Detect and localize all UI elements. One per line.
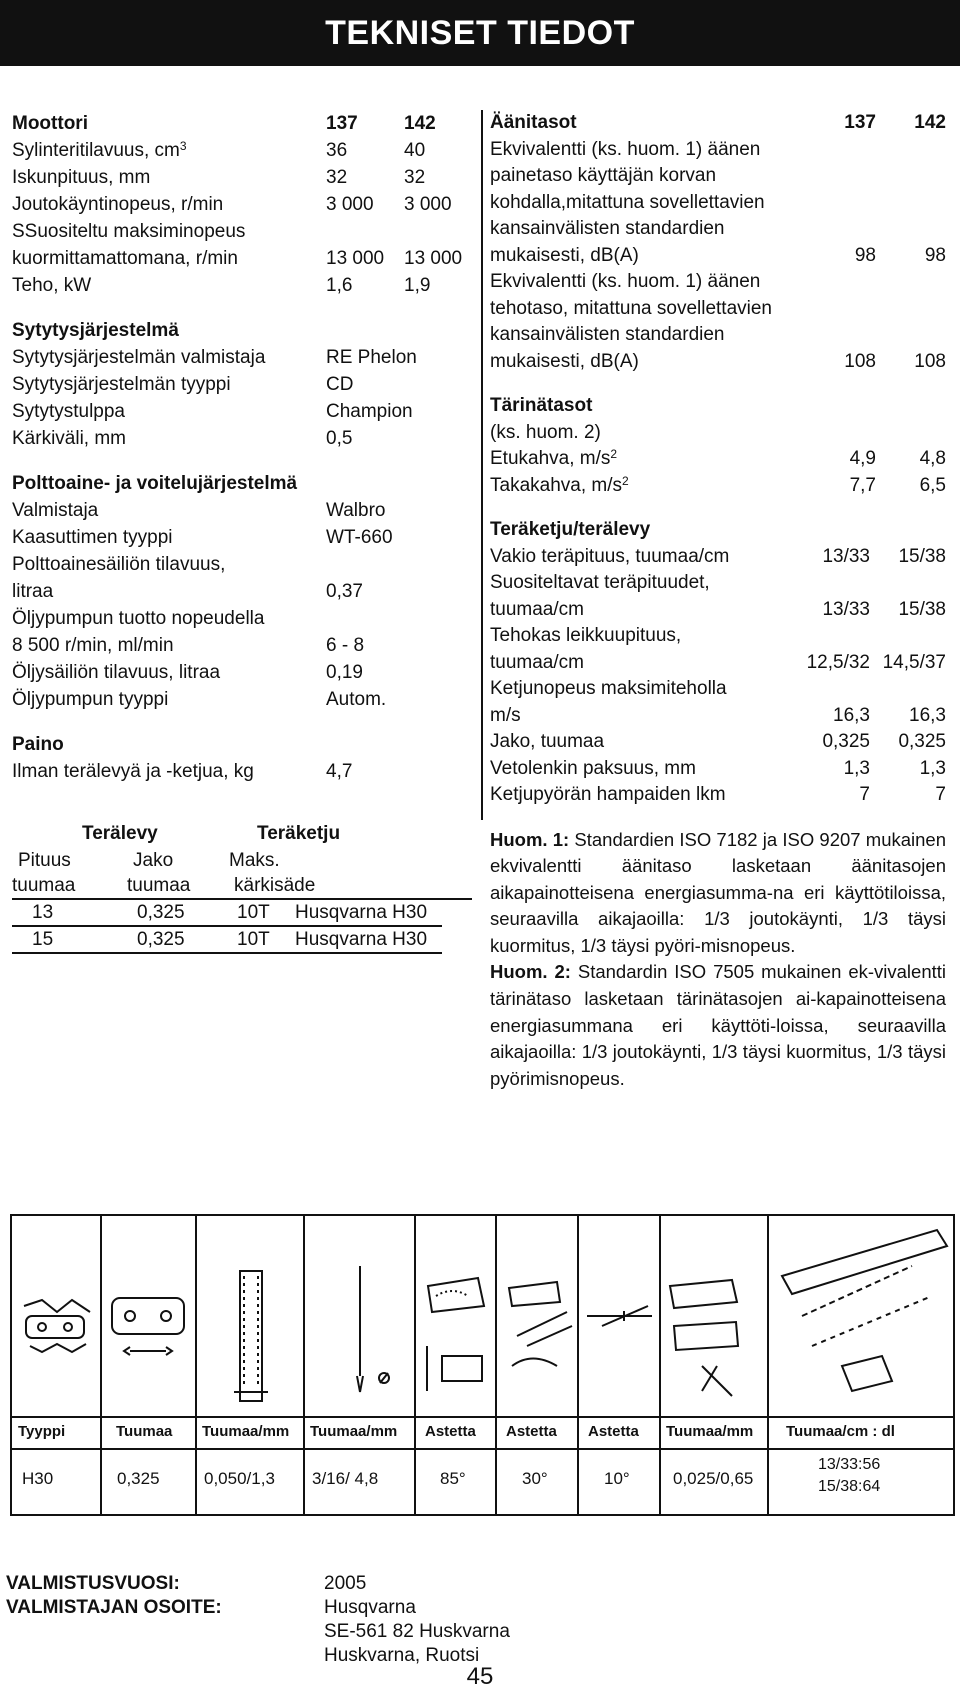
noise-header-row bbox=[490, 110, 946, 137]
note-2 bbox=[490, 959, 946, 1092]
spec-label: Sytytystulppa bbox=[12, 401, 125, 422]
table-row bbox=[12, 927, 442, 954]
spec-row bbox=[490, 446, 946, 473]
spec-row bbox=[490, 570, 946, 597]
superscript: 3 bbox=[179, 139, 187, 153]
table-divider bbox=[12, 1448, 953, 1450]
spec-label: litraa bbox=[12, 581, 54, 602]
spec-row bbox=[490, 473, 946, 500]
spec-row bbox=[490, 650, 946, 677]
column-header: tuumaa bbox=[127, 875, 191, 896]
spec-row bbox=[490, 703, 946, 730]
model-142-header: 142 bbox=[914, 112, 946, 133]
model-137-header: 137 bbox=[844, 112, 876, 133]
spec-label: Sytytysjärjestelmän valmistaja bbox=[12, 347, 266, 368]
spec-value: CD bbox=[326, 374, 354, 395]
pitch-diagram bbox=[112, 1298, 184, 1355]
spec-value-137: 16,3 bbox=[833, 704, 870, 726]
column-header: kärkisäde bbox=[234, 875, 316, 896]
text-line: Ekvivalentti (ks. huom. 1) äänen bbox=[490, 271, 761, 292]
spec-value-142: 32 bbox=[404, 167, 426, 188]
chain-type-diagram bbox=[24, 1300, 90, 1352]
column-label: Tyyppi bbox=[18, 1423, 66, 1440]
spec-value-142: 15/38 bbox=[898, 545, 946, 567]
spec-label: mukaisesti, dB(A) bbox=[490, 350, 639, 372]
info-label: VALMISTUSVUOSI: bbox=[6, 1573, 180, 1594]
spec-value-137: 7,7 bbox=[849, 474, 876, 496]
spec-value: RE Phelon bbox=[326, 347, 417, 368]
spec-value-142: 1,3 bbox=[919, 757, 946, 779]
spec-row bbox=[12, 659, 477, 686]
spec-row bbox=[12, 398, 477, 425]
spec-label: Sylinteritilavuus, cm bbox=[12, 140, 180, 161]
spec-label: tuumaa/cm bbox=[490, 651, 584, 673]
column-label: Tuumaa/cm : dl bbox=[786, 1423, 895, 1440]
spec-label: tuumaa/cm bbox=[490, 598, 584, 620]
table-cell: 10T bbox=[237, 929, 270, 950]
spec-label: Valmistaja bbox=[12, 500, 99, 521]
column-header: Pituus bbox=[18, 850, 71, 871]
spec-row bbox=[490, 676, 946, 703]
info-label: VALMISTAJAN OSOITE: bbox=[6, 1597, 222, 1618]
spec-value-142: 6,5 bbox=[919, 474, 946, 496]
spec-value-137: 98 bbox=[854, 244, 876, 266]
text-line: kansainvälisten standardien bbox=[490, 218, 725, 239]
spec-row bbox=[490, 729, 946, 756]
spec-row bbox=[12, 686, 477, 713]
table-value: 3/16/ 4,8 bbox=[312, 1469, 379, 1488]
spacer bbox=[12, 452, 477, 470]
info-row bbox=[6, 1596, 510, 1620]
spec-label: Teho, kW bbox=[12, 275, 92, 296]
spec-row bbox=[490, 349, 946, 376]
table-value: 0,050/1,3 bbox=[204, 1469, 275, 1488]
table-cell: Husqvarna H30 bbox=[295, 902, 428, 923]
spec-row bbox=[12, 272, 477, 299]
note-1 bbox=[490, 827, 946, 960]
spec-value: Walbro bbox=[326, 500, 386, 521]
spec-row bbox=[12, 605, 477, 632]
spec-value-142: 98 bbox=[924, 244, 946, 266]
spec-row bbox=[12, 758, 477, 785]
spec-value: Autom. bbox=[326, 689, 387, 710]
spec-label: Suositeltavat teräpituudet, bbox=[490, 572, 710, 593]
table-value: 15/38:64 bbox=[818, 1478, 881, 1495]
spec-value-137: 12,5/32 bbox=[806, 651, 870, 673]
column-label: Tuumaa/mm bbox=[310, 1423, 398, 1440]
table-row bbox=[12, 900, 442, 927]
spec-label: Kaasuttimen tyyppi bbox=[12, 527, 173, 548]
spec-value-137: 1,6 bbox=[326, 275, 353, 296]
bar-group-heading: Terälevy bbox=[82, 823, 158, 844]
spec-value-137: 13/33 bbox=[822, 598, 870, 620]
spec-row bbox=[12, 164, 477, 191]
table-cell: 10T bbox=[237, 902, 270, 923]
vibration-heading: Tärinätasot bbox=[490, 395, 593, 416]
spec-row bbox=[490, 597, 946, 624]
spec-row bbox=[12, 425, 477, 452]
spec-label: Joutokäyntinopeus, r/min bbox=[12, 194, 224, 215]
table-value: 0,025/0,65 bbox=[673, 1469, 754, 1488]
table-value: 85° bbox=[440, 1469, 466, 1488]
spec-row bbox=[12, 137, 477, 164]
spec-value: Champion bbox=[326, 401, 413, 422]
superscript: 2 bbox=[610, 447, 618, 461]
spec-label: Öljysäiliön tilavuus, litraa bbox=[12, 662, 221, 683]
table-value: 0,325 bbox=[117, 1469, 160, 1488]
column-header: Maks. bbox=[229, 850, 280, 871]
spec-value-142 bbox=[404, 218, 474, 245]
column-label: Tuumaa bbox=[116, 1423, 173, 1440]
spec-value-142: 14,5/37 bbox=[882, 651, 946, 673]
column-label: Tuumaa/mm bbox=[666, 1423, 754, 1440]
chain-diagrams bbox=[12, 1216, 953, 1416]
page-title: TEKNISET TIEDOT bbox=[325, 13, 635, 52]
bar-chain-subheader bbox=[12, 873, 472, 900]
bar-chain-table bbox=[12, 820, 472, 954]
weight-heading: Paino bbox=[12, 734, 64, 755]
spacer bbox=[12, 299, 477, 317]
spec-label: m/s bbox=[490, 704, 521, 726]
spec-value-142 bbox=[870, 676, 946, 703]
page-title-banner bbox=[0, 0, 960, 66]
engine-heading: Moottori bbox=[12, 113, 88, 134]
spec-value-137 bbox=[770, 623, 870, 650]
spec-row bbox=[490, 544, 946, 571]
spec-value-137: 1,3 bbox=[843, 757, 870, 779]
bar-chain-group-header bbox=[12, 820, 472, 848]
spec-row bbox=[12, 218, 477, 245]
column-label: Tuumaa/mm bbox=[202, 1423, 290, 1440]
spec-label: Iskunpituus, mm bbox=[12, 167, 151, 188]
text-line: (ks. huom. 2) bbox=[490, 421, 601, 443]
text-line: Ekvivalentti (ks. huom. 1) äänen bbox=[490, 138, 761, 160]
column-divider bbox=[481, 110, 483, 820]
spec-value-137 bbox=[770, 570, 870, 597]
right-column bbox=[490, 110, 946, 1092]
spec-value-137: 0,325 bbox=[822, 731, 870, 752]
spec-label: kuormittamattomana, r/min bbox=[12, 248, 238, 269]
spec-row bbox=[490, 756, 946, 783]
superscript: 2 bbox=[622, 473, 629, 488]
text-line: tehotaso, mitattuna sovellettavien bbox=[490, 297, 773, 319]
spec-label: Jako, tuumaa bbox=[490, 731, 605, 752]
spec-label: Öljypumpun tyyppi bbox=[12, 689, 169, 710]
spec-value-137: 32 bbox=[326, 167, 348, 188]
column-label: Astetta bbox=[506, 1423, 557, 1440]
spec-label: Takakahva, m/s bbox=[490, 474, 622, 496]
file-diameter-diagram bbox=[357, 1266, 389, 1392]
table-cell: 0,325 bbox=[137, 902, 185, 923]
spec-value: 4,7 bbox=[326, 761, 353, 782]
spacer bbox=[490, 809, 946, 827]
bar-chain-subheader bbox=[12, 848, 472, 873]
spacer bbox=[12, 713, 477, 731]
file-tilt-angle-diagram bbox=[587, 1306, 652, 1326]
spec-label: Tehokas leikkuupituus, bbox=[490, 625, 682, 646]
spec-row bbox=[12, 551, 477, 578]
column-header: tuumaa bbox=[12, 875, 76, 896]
spec-label: Ketjunopeus maksimiteholla bbox=[490, 678, 727, 699]
spec-label: mukaisesti, dB(A) bbox=[490, 244, 639, 266]
page-number: 45 bbox=[466, 1663, 494, 1690]
spec-row bbox=[12, 245, 477, 272]
spec-value-142: 15/38 bbox=[898, 598, 946, 620]
spec-label: Kärkiväli, mm bbox=[12, 428, 127, 449]
info-row bbox=[6, 1572, 510, 1596]
spec-label: Sytytysjärjestelmän tyyppi bbox=[12, 374, 231, 395]
spec-value-137: 13/33 bbox=[822, 545, 870, 567]
table-cell: Husqvarna H30 bbox=[295, 929, 428, 950]
column-label: Astetta bbox=[425, 1423, 476, 1440]
spec-value-142: 0,325 bbox=[898, 731, 946, 752]
ignition-heading: Sytytysjärjestelmä bbox=[12, 320, 179, 341]
spec-row bbox=[12, 191, 477, 218]
spec-value-142: 3 000 bbox=[404, 194, 452, 215]
spec-value: WT-660 bbox=[326, 527, 393, 548]
spec-label: Ketjupyörän hampaiden lkm bbox=[490, 784, 726, 805]
table-divider bbox=[12, 1416, 953, 1418]
fuel-system-heading: Polttoaine- ja voitelujärjestelmä bbox=[12, 473, 298, 494]
noise-heading: Äänitasot bbox=[490, 112, 577, 133]
spec-value: 0,5 bbox=[326, 428, 353, 449]
spec-row bbox=[12, 578, 477, 605]
spec-value-142: 7 bbox=[935, 784, 946, 805]
chain-spec-table bbox=[10, 1214, 955, 1516]
note-2-text: Standardin ISO 7505 mukainen ek-vivalentti tärinätaso lasketaan tärinätasojen ai-kapainotteisena energiasummana eri käyttöti-loissa, seuraavilla aikajaoilla: 1/3 joutokäynti, 1/3 täysi kuormitus, 1/3 täysi pyörimisnopeus. bbox=[490, 961, 946, 1089]
spec-value-137: 3 000 bbox=[326, 194, 374, 215]
spec-value-137 bbox=[770, 676, 870, 703]
spec-label: Vetolenkin paksuus, mm bbox=[490, 757, 696, 779]
chain-group-heading: Teräketju bbox=[257, 823, 341, 844]
manufacturer-info bbox=[6, 1572, 510, 1668]
info-row bbox=[6, 1620, 510, 1644]
table-cell: 15 bbox=[32, 929, 54, 950]
engine-header-row bbox=[12, 110, 477, 137]
column-header: Jako bbox=[133, 850, 174, 871]
spec-row bbox=[12, 632, 477, 659]
table-value: 30° bbox=[522, 1469, 548, 1488]
table-value: H30 bbox=[22, 1469, 54, 1488]
spacer bbox=[490, 499, 946, 517]
spec-row bbox=[12, 371, 477, 398]
depth-gauge-diagram bbox=[670, 1280, 738, 1396]
text-line: kohdalla,mitattuna sovellettavien bbox=[490, 191, 765, 213]
spec-row bbox=[490, 623, 946, 650]
spec-value-137: 13 000 bbox=[326, 248, 385, 269]
filing-angle-diagram bbox=[427, 1278, 484, 1391]
spec-value-142: 4,8 bbox=[919, 448, 946, 469]
spec-value-142: 13 000 bbox=[404, 248, 463, 269]
chain-bar-heading: Teräketju/terälevy bbox=[490, 519, 651, 540]
spec-value-137: 36 bbox=[326, 140, 348, 161]
spec-row bbox=[12, 497, 477, 524]
spec-value-142 bbox=[870, 570, 946, 597]
spec-value-137: 7 bbox=[859, 784, 870, 805]
spec-label: Öljypumpun tuotto nopeudella bbox=[12, 608, 265, 629]
note-1-text: Standardien ISO 7182 ja ISO 9207 mukainen ekvivalentti äänitaso lasketaan äänitasojen aikapainotteisena energiasumma-na eri käyttötiloissa, seuraavilla aikajaoilla: 1/3 joutokäynti, 1/3 täysi kuormitus, 1/3 täysi pyöri-misnopeus. bbox=[490, 828, 946, 956]
table-cell: 0,325 bbox=[137, 929, 185, 950]
spec-value-137: 4,9 bbox=[849, 448, 876, 469]
spec-row bbox=[12, 524, 477, 551]
spec-value-142 bbox=[870, 623, 946, 650]
drive-link-gauge-diagram bbox=[234, 1271, 268, 1401]
chain-links-icon bbox=[24, 1300, 90, 1312]
column-label: Astetta bbox=[588, 1423, 639, 1440]
model-142-header: 142 bbox=[404, 113, 436, 134]
spec-value-142: 16,3 bbox=[909, 704, 946, 726]
spec-value-142: 108 bbox=[914, 350, 946, 372]
spec-row bbox=[490, 243, 946, 270]
spec-value: 6 - 8 bbox=[326, 635, 365, 656]
spec-label: Etukahva, m/s bbox=[490, 448, 611, 469]
table-value: 13/33:56 bbox=[818, 1456, 881, 1473]
table-value: 10° bbox=[604, 1469, 630, 1488]
note-1-label: Huom. 1: bbox=[490, 828, 570, 850]
spacer bbox=[490, 375, 946, 393]
spec-value: 0,37 bbox=[326, 581, 363, 602]
info-value: 2005 bbox=[324, 1573, 367, 1594]
note-2-label: Huom. 2: bbox=[490, 961, 571, 983]
spec-value-142: 40 bbox=[404, 140, 426, 161]
spec-value-137: 108 bbox=[844, 350, 876, 372]
spec-value-142: 1,9 bbox=[404, 275, 431, 296]
table-cell: 13 bbox=[32, 902, 54, 923]
spec-label: Vakio teräpituus, tuumaa/cm bbox=[490, 545, 730, 567]
spec-label: 8 500 r/min, ml/min bbox=[12, 635, 174, 656]
top-plate-angle-diagram bbox=[509, 1282, 572, 1366]
spec-value: 0,19 bbox=[326, 662, 363, 683]
spec-label: Ilman terälevyä ja -ketjua, kg bbox=[12, 761, 254, 782]
info-value: SE-561 82 Huskvarna bbox=[324, 1621, 510, 1642]
spec-label: SSuositeltu maksiminopeus bbox=[12, 221, 246, 242]
info-value: Husqvarna bbox=[324, 1597, 416, 1618]
spec-label: Polttoainesäiliön tilavuus, bbox=[12, 554, 226, 575]
spec-value-137 bbox=[326, 218, 404, 245]
model-137-header: 137 bbox=[326, 113, 358, 134]
spec-row bbox=[12, 344, 477, 371]
text-line: kansainvälisten standardien bbox=[490, 324, 725, 345]
left-column bbox=[12, 110, 477, 785]
spec-row bbox=[490, 782, 946, 809]
bar-and-chain-diagram bbox=[782, 1230, 947, 1391]
text-line: painetaso käyttäjän korvan bbox=[490, 165, 717, 186]
info-value: Huskvarna, Ruotsi bbox=[324, 1645, 480, 1666]
